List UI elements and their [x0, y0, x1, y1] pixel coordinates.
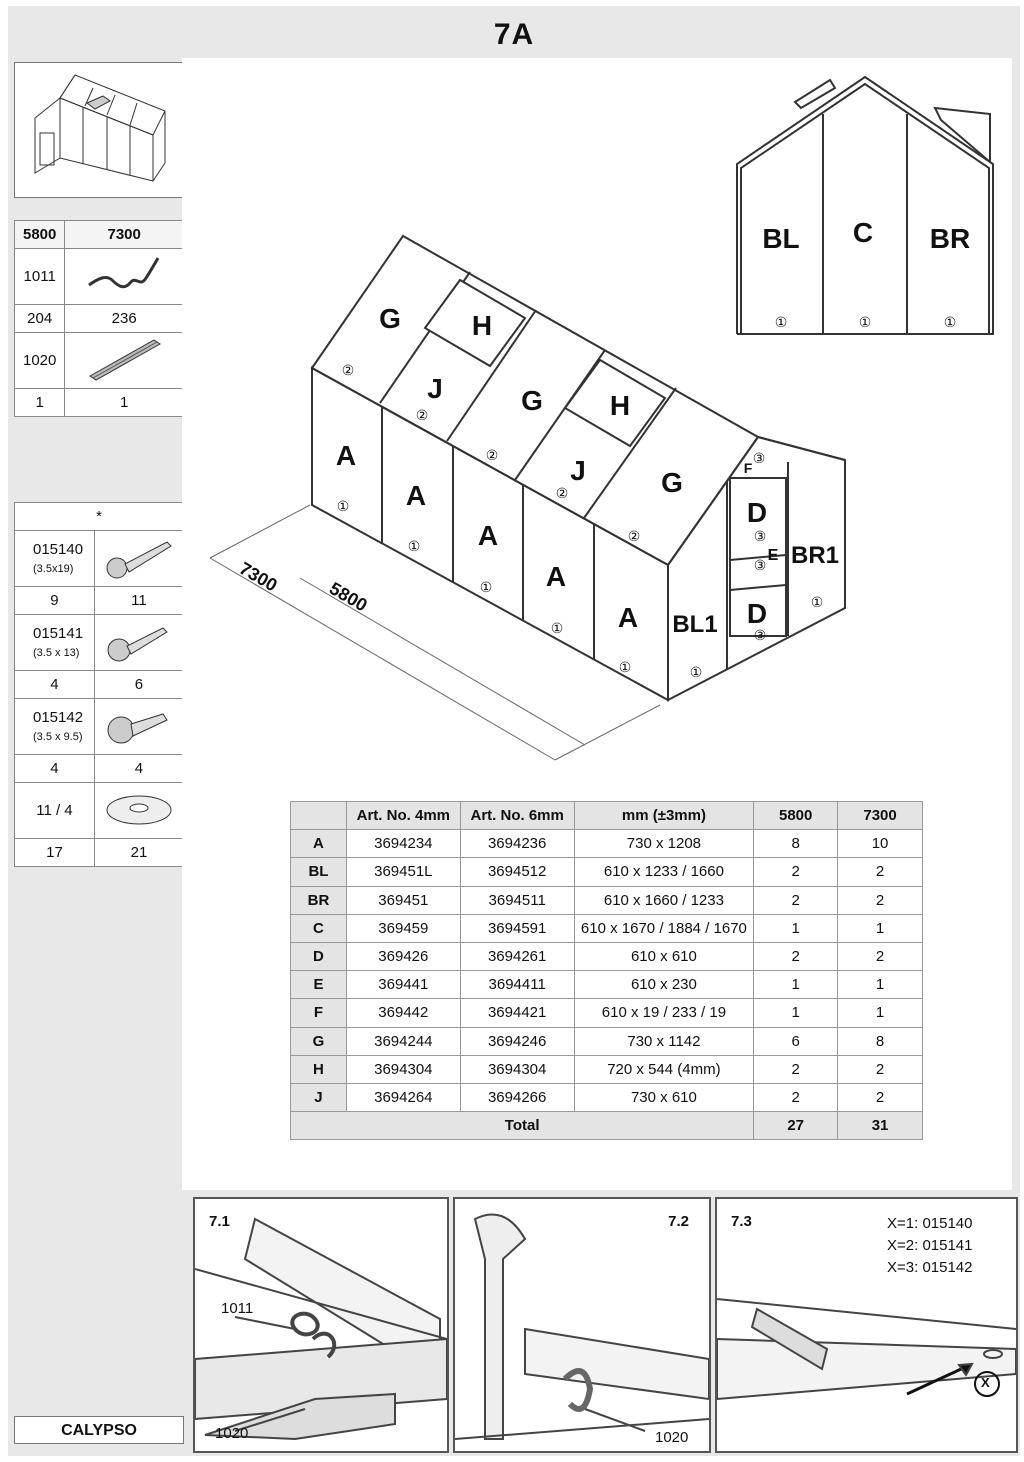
qty-7300: 11 — [94, 587, 183, 615]
qty-5800: 4 — [15, 755, 95, 783]
gable-panel-label: C — [852, 217, 874, 248]
panel-label: G — [379, 303, 401, 334]
screw-legend-line: X=2: 015141 — [887, 1237, 973, 1254]
part-callout: 1020 — [655, 1429, 689, 1446]
table-row: BL 369451L 3694512 610 x 1233 / 1660 2 2 — [291, 858, 923, 886]
marker-3: ③ — [753, 528, 767, 544]
marker-2: ② — [415, 407, 429, 423]
detail-7-2 — [453, 1197, 711, 1453]
col-5800: 5800 — [15, 221, 65, 249]
table-row: E 369441 3694411 610 x 230 1 1 — [291, 971, 923, 999]
table-row: C 369459 3694591 610 x 1670 / 1884 / 1670 1 1 — [291, 914, 923, 942]
panel-label: G — [521, 385, 543, 416]
panel-label: J — [427, 373, 443, 404]
panel-label: D — [746, 598, 768, 629]
panel-label: J — [570, 455, 586, 486]
table-row: D 369426 3694261 610 x 610 2 2 — [291, 942, 923, 970]
panel-label: BL1 — [672, 611, 718, 638]
parts-col-header: Art. No. 4mm — [346, 802, 460, 830]
washer-icon — [94, 783, 183, 839]
screw-code: 015141 (3.5 x 13) — [15, 615, 95, 671]
total-label: Total — [291, 1112, 754, 1140]
panel-label: D — [746, 497, 768, 528]
greenhouse-thumbnail — [14, 62, 184, 198]
marker-2: ② — [485, 447, 499, 463]
qty-7300: 4 — [94, 755, 183, 783]
marker-3: ③ — [753, 557, 767, 573]
marker-1: ① — [479, 579, 493, 595]
panel-label: E — [767, 547, 779, 564]
screw-icon — [94, 615, 183, 671]
detail-label: 7.1 — [209, 1213, 230, 1230]
panel-label: A — [545, 561, 567, 592]
parts-col-header: 5800 — [754, 802, 838, 830]
part-callout: 1011 — [221, 1300, 254, 1317]
detail-label: 7.3 — [731, 1213, 752, 1230]
parts-table — [290, 801, 923, 1140]
qty-5800: 9 — [15, 587, 95, 615]
panel-label: A — [335, 440, 357, 471]
gable-end-inset — [735, 72, 1001, 340]
model-name: CALYPSO — [14, 1416, 184, 1444]
screw-legend-line: X=1: 015140 — [887, 1215, 973, 1232]
qty-7300: 1 — [65, 389, 184, 417]
table-row: J 3694264 3694266 730 x 610 2 2 — [291, 1083, 923, 1111]
detail-7-1 — [193, 1197, 449, 1453]
panel-label: H — [471, 310, 493, 341]
marker-1: ① — [407, 538, 421, 554]
greenhouse-thumbnail-icon — [15, 63, 183, 197]
panel-label: A — [617, 602, 639, 633]
marker-1: ① — [810, 594, 824, 610]
screw-icon — [94, 531, 183, 587]
marker-1: ① — [943, 314, 957, 330]
detail-7-3 — [715, 1197, 1018, 1453]
panel-label: H — [609, 390, 631, 421]
part-callout: 1020 — [215, 1425, 249, 1442]
qty-5800: 17 — [15, 839, 95, 867]
screw-icon — [94, 699, 183, 755]
screw-code: 015142 (3.5 x 9.5) — [15, 699, 95, 755]
screw-marker: X — [981, 1375, 990, 1390]
total-row — [291, 1112, 923, 1140]
panel-label: A — [405, 480, 427, 511]
marker-2: ② — [555, 485, 569, 501]
panel-label: G — [661, 467, 683, 498]
parts-col-header: Art. No. 6mm — [460, 802, 574, 830]
table-row: F 369442 3694421 610 x 19 / 233 / 19 1 1 — [291, 999, 923, 1027]
parts-col-header: 7300 — [838, 802, 923, 830]
qty-5800: 4 — [15, 671, 95, 699]
marker-1: ① — [618, 659, 632, 675]
table-row: H 3694304 3694304 720 x 544 (4mm) 2 2 — [291, 1055, 923, 1083]
screw-legend-line: X=3: 015142 — [887, 1259, 973, 1276]
table-row: A 3694234 3694236 730 x 1208 8 10 — [291, 830, 923, 858]
page-title: 7A — [493, 18, 535, 51]
length-label-5800: 5800 — [326, 578, 371, 616]
total-7300: 31 — [838, 1112, 923, 1140]
total-5800: 27 — [754, 1112, 838, 1140]
panel-label: F — [743, 460, 753, 476]
qty-7300: 236 — [65, 305, 184, 333]
gable-panel-label: BL — [762, 223, 800, 254]
washer-code: 11 / 4 — [15, 783, 95, 839]
marker-1: ① — [336, 498, 350, 514]
qty-7300: 6 — [94, 671, 183, 699]
parts-col-header: mm (±3mm) — [574, 802, 754, 830]
profile-code: 1011 — [15, 249, 65, 305]
profile-code: 1020 — [15, 333, 65, 389]
marker-1: ① — [550, 620, 564, 636]
marker-1: ① — [689, 664, 703, 680]
gable-panel-label: BR — [929, 223, 971, 254]
rubber-strip-icon — [65, 333, 184, 389]
marker-2: ② — [627, 528, 641, 544]
col-7300: 7300 — [65, 221, 184, 249]
table-row: G 3694244 3694246 730 x 1142 6 8 — [291, 1027, 923, 1055]
detail-label: 7.2 — [668, 1213, 689, 1230]
screw-table-header: * — [15, 503, 184, 531]
marker-3: ③ — [753, 627, 767, 643]
qty-5800: 204 — [15, 305, 65, 333]
parts-col-header — [291, 802, 347, 830]
wire-clip-icon — [65, 249, 184, 305]
qty-5800: 1 — [15, 389, 65, 417]
panel-label: A — [477, 520, 499, 551]
length-label-7300: 7300 — [236, 558, 281, 596]
marker-1: ① — [774, 314, 788, 330]
table-row: BR 369451 3694511 610 x 1660 / 1233 2 2 — [291, 886, 923, 914]
marker-1: ① — [858, 314, 872, 330]
profile-quantity-table — [14, 220, 184, 417]
screw-quantity-table — [14, 502, 184, 867]
qty-7300: 21 — [94, 839, 183, 867]
screw-code: 015140 (3.5x19) — [15, 531, 95, 587]
panel-label: BR1 — [790, 542, 840, 569]
marker-3: ③ — [752, 450, 766, 466]
marker-2: ② — [341, 362, 355, 378]
